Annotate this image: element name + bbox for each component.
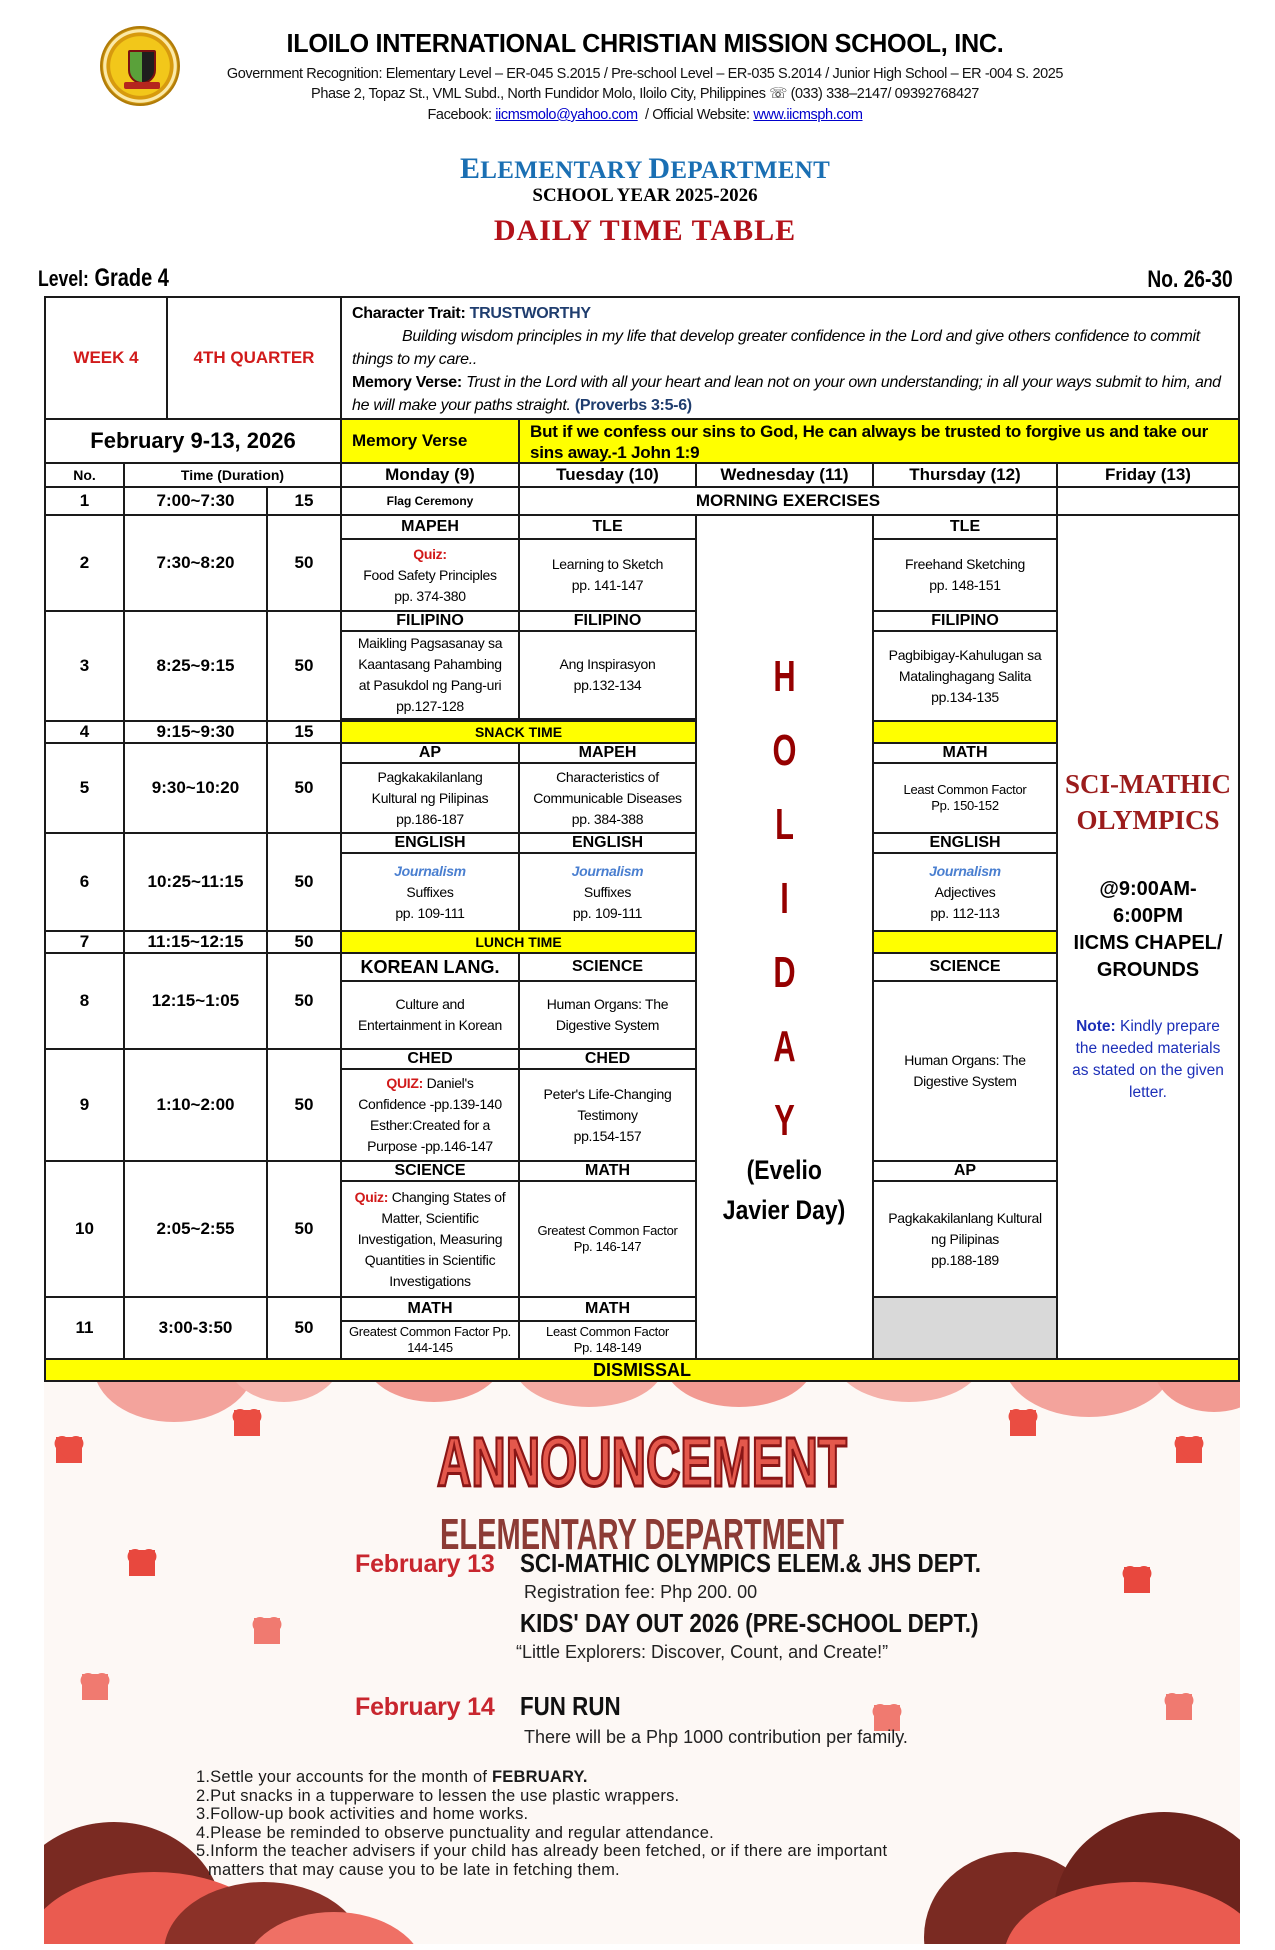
weekly-memory-verse (352, 371, 1228, 417)
content-line: Pagkakakilanlang (377, 768, 483, 785)
level-label: Level: (38, 266, 89, 291)
event-venue-line-2: GROUNDS (1096, 959, 1200, 981)
tuesday-r5-subject: MAPEH (518, 742, 697, 764)
heart-icon (56, 1437, 82, 1463)
content-line: pp.134-135 (931, 688, 999, 705)
content-line: 144-145 (407, 1340, 453, 1355)
heart-icon (1176, 1437, 1202, 1463)
tuesday-r5-content (518, 762, 697, 834)
content-line: Suffixes (406, 883, 454, 900)
tuesday-r2-subject: TLE (518, 514, 697, 540)
event-name-line-2: OLYMPICS (1076, 805, 1220, 835)
thursday-snack-bar (872, 720, 1058, 744)
mv-label: Memory Verse: (352, 374, 462, 391)
quarter-label: 4TH QUARTER (193, 348, 315, 367)
announcement-detail: Registration fee: Php 200. 00 (524, 1582, 758, 1602)
row-duration: 50 (266, 952, 342, 1050)
row-number: 3 (44, 610, 125, 722)
website-label: / Official Website: (644, 107, 750, 123)
tuesday-r8-content (518, 980, 697, 1050)
decor-cloud (514, 1382, 664, 1407)
content-line: Testimony (577, 1106, 638, 1123)
header-wednesday: Wednesday (11) (695, 462, 874, 488)
monday-r9-content (340, 1068, 520, 1162)
content-line: pp. 141-147 (571, 577, 644, 593)
row-duration: 50 (266, 1048, 342, 1162)
facebook-link[interactable]: iicmsmolo@yahoo.com (495, 107, 638, 123)
memory-verse-cell (518, 418, 1240, 464)
content-line: Matter, Scientific (381, 1209, 479, 1226)
row-time: 7:00~7:30 (123, 486, 268, 516)
monday-r10-content (340, 1180, 520, 1298)
content-line: pp. 148-151 (929, 577, 1001, 593)
quiz-label: QUIZ: (386, 1075, 424, 1091)
mv-reference: (Proverbs 3:5-6) (574, 397, 692, 414)
header-tuesday: Tuesday (10) (518, 462, 697, 488)
tuesday-r6-content (518, 852, 697, 932)
telephone-icon: ☏ (769, 86, 787, 102)
monday-r5-content (340, 762, 520, 834)
content-line: Human Organs: The (904, 1052, 1026, 1068)
content-line: Greatest Common Factor (537, 1223, 678, 1238)
row-duration: 50 (266, 930, 342, 954)
dept-initial-d: D (648, 152, 671, 185)
event-time-line-1: @9:00AM- (1099, 878, 1197, 900)
trait-description: Building wisdom principles in my life that develop greater confidence in the Lord and give others confidence to commit things to my care.. (352, 328, 1200, 368)
content-line: Least Common Factor (546, 1324, 669, 1339)
row-duration: 50 (266, 514, 342, 612)
snack-time: SNACK TIME (340, 720, 697, 744)
holiday-letters (697, 640, 872, 1158)
monday-r11-content (340, 1320, 520, 1360)
content-line: Pp. 148-149 (573, 1340, 642, 1355)
thursday-r6-content (872, 852, 1058, 932)
morning-exercises: MORNING EXERCISES (518, 486, 1058, 516)
holiday-letter: L (775, 800, 794, 849)
monday-r8-content (340, 980, 520, 1050)
header-no: No. (44, 462, 125, 488)
school-year: SCHOOL YEAR 2025-2026 (532, 185, 758, 206)
thursday-r8-subject: SCIENCE (872, 952, 1058, 982)
heart-icon (1166, 1694, 1192, 1720)
monday-r3-subject: FILIPINO (340, 610, 520, 632)
tuesday-r11-subject: MATH (518, 1296, 697, 1322)
note-text: Kindly prepare the needed materials as stated on the given letter. (1072, 1018, 1224, 1101)
content-line: pp. 112-113 (930, 904, 1000, 921)
content-line: pp. 109-111 (572, 904, 643, 921)
row-number: 9 (44, 1048, 125, 1162)
announcement-date: February 13 (355, 1550, 495, 1578)
heart-icon (82, 1674, 108, 1700)
content-line: Culture and (395, 996, 465, 1012)
row-time: 9:30~10:20 (123, 742, 268, 834)
reminder-bold: FEBRUARY. (492, 1768, 588, 1786)
header-time: Time (Duration) (123, 462, 342, 488)
week-label: WEEK 4 (73, 348, 139, 367)
content-line: Quantities in Scientific (364, 1251, 496, 1268)
friday-note (1066, 1016, 1230, 1104)
tuesday-r11-content (518, 1320, 697, 1360)
character-trait-cell (340, 296, 1240, 420)
row-duration: 50 (266, 832, 342, 932)
grade-level (38, 264, 169, 293)
row-time: 2:05~2:55 (123, 1160, 268, 1298)
row-number: 8 (44, 952, 125, 1050)
department-title (0, 152, 1275, 186)
journalism-label: Journalism (929, 862, 1001, 879)
thursday-r2-content (872, 538, 1058, 612)
dismissal-bar: DISMISSAL (44, 1358, 1240, 1382)
tuesday-r9-content (518, 1068, 697, 1162)
content-line: Least Common Factor (903, 782, 1027, 797)
content-line: Confidence -pp.139-140 (358, 1096, 502, 1112)
thursday-r8-content (872, 980, 1058, 1162)
row-number: 10 (44, 1160, 125, 1298)
announcement-detail: “Little Explorers: Discover, Count, and Create!” (516, 1642, 889, 1662)
tuesday-r6-subject: ENGLISH (518, 832, 697, 854)
quiz-label: Quiz: (413, 545, 447, 562)
reminder-item: 5.Inform the teacher advisers if your child has already been fetched, or if there are important (196, 1842, 888, 1860)
event-venue-line-1: IICMS CHAPEL/ (1073, 932, 1223, 954)
content-line: Matalinghagang Salita (898, 667, 1032, 684)
content-line: Pp. 150-152 (931, 798, 999, 813)
content-line: Pagbibigay-Kahulugan sa (888, 646, 1042, 663)
content-line: Investigations (389, 1272, 471, 1289)
contact-line (0, 107, 1275, 123)
holiday-letter: D (773, 948, 796, 997)
row-number: 11 (44, 1296, 125, 1360)
reminder-item: 3.Follow-up book activities and home works. (196, 1805, 529, 1823)
announcement-title: ANNOUNCEMENT (437, 1423, 847, 1501)
mv-text: Trust in the Lord with all your heart and lean not on your own understanding; in all your ways submit to him, and he will make your paths straight. (352, 374, 1221, 414)
date-range: February 9-13, 2026 (90, 428, 296, 453)
content-line: pp.188-189 (931, 1251, 999, 1268)
wednesday-holiday-cell (695, 514, 874, 1360)
content-line: Purpose -pp.146-147 (367, 1138, 493, 1154)
content-line: Greatest Common Factor Pp. (349, 1324, 511, 1339)
row-number: 1 (44, 486, 125, 516)
content-line: Ang Inspirasyon (559, 656, 656, 672)
reminder-text: 1.Settle your accounts for the month of (196, 1768, 492, 1786)
content-line: Entertainment in Korean (357, 1017, 503, 1033)
row-duration: 50 (266, 1296, 342, 1360)
content-line: pp.127-128 (396, 698, 464, 714)
document-number: No. 26-30 (1147, 266, 1233, 293)
reminder-item-continued: matters that may cause you to be late in fetching them. (208, 1860, 620, 1879)
thursday-r11-empty (872, 1296, 1058, 1360)
tuesday-r3-content (518, 630, 697, 720)
thursday-r5-content (872, 762, 1058, 834)
row-duration: 15 (266, 486, 342, 516)
content-line: pp. 384-388 (571, 810, 644, 827)
thursday-r10-subject: AP (872, 1160, 1058, 1182)
reminder-item: 2.Put snacks in a tupperware to lessen the use plastic wrappers. (196, 1786, 680, 1805)
header-monday: Monday (9) (340, 462, 520, 488)
content-line: Investigation, Measuring (357, 1230, 503, 1247)
row-time: 7:30~8:20 (123, 514, 268, 612)
row-duration: 15 (266, 720, 342, 744)
announcement-heading: FUN RUN (520, 1691, 621, 1721)
holiday-letter: I (780, 874, 789, 923)
monday-r9-subject: CHED (340, 1048, 520, 1070)
dept-rest-2: EPARTMENT (670, 157, 831, 184)
monday-r6-content (340, 852, 520, 932)
content-line: Learning to Sketch (551, 556, 664, 572)
quarter-cell (166, 296, 342, 420)
content-line: pp. 109-111 (395, 904, 465, 921)
tuesday-r3-subject: FILIPINO (518, 610, 697, 632)
thursday-r6-subject: ENGLISH (872, 832, 1058, 854)
row-number: 7 (44, 930, 125, 954)
reminder-item: 4.Please be reminded to observe punctuality and regular attendance. (196, 1823, 714, 1842)
daily-time-table-title: DAILY TIME TABLE (493, 214, 797, 247)
row-number: 2 (44, 514, 125, 612)
dept-initial-e: E (459, 152, 481, 185)
content-line: Characteristics of (556, 768, 659, 785)
holiday-name-line-2: Javier Day) (723, 1195, 846, 1225)
tuesday-r9-subject: CHED (518, 1048, 697, 1070)
holiday-letter: A (773, 1022, 796, 1071)
holiday-name-line-1: (Evelio (746, 1155, 823, 1185)
content-line: Maikling Pagsasanay sa (357, 635, 503, 651)
memory-verse-label-cell (340, 418, 520, 464)
thursday-r3-content (872, 630, 1058, 722)
announcement-heading: SCI-MATHIC OLYMPICS ELEM.& JHS DEPT. (520, 1548, 981, 1578)
announcement-date: February 14 (355, 1693, 495, 1721)
content-line: Communicable Diseases (533, 789, 682, 806)
content-line: Digestive System (913, 1073, 1017, 1089)
decor-cloud (94, 1382, 254, 1422)
announcement-banner (44, 1382, 1240, 1944)
row-time: 8:25~9:15 (123, 610, 268, 722)
tuesday-r8-subject: SCIENCE (518, 952, 697, 982)
friday-event-cell (1056, 514, 1240, 1360)
thursday-r10-content (872, 1180, 1058, 1298)
row-duration: 50 (266, 742, 342, 834)
journalism-label: Journalism (394, 862, 466, 879)
school-address-line (0, 86, 1275, 102)
content-line: Human Organs: The (546, 996, 669, 1012)
content-line: Pp. 146-147 (573, 1239, 642, 1254)
thursday-r2-subject: TLE (872, 514, 1058, 540)
lunch-time: LUNCH TIME (340, 930, 697, 954)
announcement-subtitle: ELEMENTARY DEPARTMENT (440, 1510, 844, 1559)
heart-icon (254, 1618, 280, 1644)
content-line: Adjectives (934, 883, 996, 900)
monday-r10-subject: SCIENCE (340, 1160, 520, 1182)
quiz-label: Quiz: (354, 1188, 389, 1205)
decor-cloud (1154, 1382, 1240, 1412)
content-line: Daniel's (423, 1075, 474, 1091)
content-line: Suffixes (583, 883, 632, 900)
row-time: 10:25~11:15 (123, 832, 268, 932)
row-duration: 50 (266, 1160, 342, 1298)
monday-r5-subject: AP (340, 742, 520, 764)
reminder-item (196, 1768, 887, 1787)
decor-cloud (834, 1382, 984, 1402)
facebook-label: Facebook: (427, 107, 492, 123)
monday-r11-subject: MATH (340, 1296, 520, 1322)
dept-rest-1: LEMENTARY (480, 157, 649, 184)
content-line: Digestive System (555, 1017, 660, 1033)
content-line: Peter's Life-Changing (543, 1085, 672, 1102)
announcement-detail: There will be a Php 1000 contribution per family. (524, 1727, 908, 1747)
monday-r3-content (340, 630, 520, 720)
school-name: ILOILO INTERNATIONAL CHRISTIAN MISSION SCHOOL, INC. (286, 28, 1004, 58)
memory-verse-label: Memory Verse (352, 431, 468, 450)
row-time: 9:15~9:30 (123, 720, 268, 744)
announcement-heading: KIDS' DAY OUT 2026 (PRE-SCHOOL DEPT.) (520, 1608, 979, 1638)
row-time: 11:15~12:15 (123, 930, 268, 954)
content-line: Pagkakakilanlang Kultural (888, 1209, 1042, 1226)
header-thursday: Thursday (12) (872, 462, 1058, 488)
winged-heart-icon (1124, 1567, 1150, 1593)
monday-r8-subject: KOREAN LANG. (340, 952, 520, 982)
holiday-letter: O (772, 726, 797, 775)
row-time: 3:00-3:50 (123, 1296, 268, 1360)
content-line: pp.132-134 (573, 677, 642, 693)
row-number: 5 (44, 742, 125, 834)
holiday-letter: Y (774, 1096, 795, 1145)
thursday-r3-subject: FILIPINO (872, 610, 1058, 632)
school-phone: (033) 338–2147/ 09392768427 (790, 86, 979, 102)
trait-label: Character Trait: (352, 305, 466, 322)
content-line: Changing States of (388, 1188, 506, 1205)
government-recognition: Government Recognition: Elementary Level – ER-045 S.2015 / Pre-school Level – ER-035 S.2014 / Junior High School – ER -004 S. 2025 (226, 66, 1064, 82)
event-name-line-1: SCI-MATHIC (1064, 769, 1231, 799)
school-address: Phase 2, Topaz St., VML Subd., North Fundidor Molo, Iloilo City, Philippines (311, 86, 766, 102)
flag-ceremony: Flag Ceremony (340, 486, 520, 516)
tuesday-r10-content (518, 1180, 697, 1298)
content-line: Esther:Created for a (369, 1117, 491, 1133)
week-cell (44, 296, 168, 420)
decor-cloud (364, 1382, 504, 1402)
holiday-name (697, 1150, 872, 1230)
friday-time-venue (1058, 876, 1238, 984)
content-line: ng Pilipinas (931, 1230, 999, 1247)
row-number: 6 (44, 832, 125, 932)
tuesday-r2-content (518, 538, 697, 612)
trait-value: TRUSTWORTHY (469, 305, 591, 322)
header-friday: Friday (13) (1056, 462, 1240, 488)
date-range-cell (44, 418, 342, 464)
memory-verse-text: But if we confess our sins to God, He can always be trusted to forgive us and take our sins away.-1 John 1:9 (530, 422, 1209, 462)
friday-event (1058, 766, 1238, 838)
level-value: Grade 4 (94, 264, 169, 292)
row-duration: 50 (266, 610, 342, 722)
row-number: 4 (44, 720, 125, 744)
content-line: Kultural ng Pilipinas (371, 789, 489, 806)
content-line: Freehand Sketching (905, 556, 1025, 572)
website-link[interactable]: www.iicmsph.com (753, 107, 863, 123)
tuesday-r10-subject: MATH (518, 1160, 697, 1182)
decor-cloud (664, 1382, 814, 1407)
thursday-lunch-bar (872, 930, 1058, 954)
monday-r6-subject: ENGLISH (340, 832, 520, 854)
journalism-label: Journalism (571, 862, 644, 879)
row-time: 1:10~2:00 (123, 1048, 268, 1162)
content-line: pp.154-157 (573, 1127, 642, 1144)
friday-row1-empty (1056, 486, 1240, 516)
winged-heart-icon (129, 1550, 155, 1576)
content-line: pp. 374-380 (394, 587, 466, 604)
reminders-list (196, 1768, 887, 1879)
event-time-line-2: 6:00PM (1112, 905, 1184, 927)
holiday-letter: H (773, 652, 796, 701)
monday-r2-subject: MAPEH (340, 514, 520, 540)
row-time: 12:15~1:05 (123, 952, 268, 1050)
content-line: Kaantasang Pahambing (358, 656, 502, 672)
character-trait-line (352, 302, 1228, 325)
monday-r2-content (340, 538, 520, 612)
thursday-r5-subject: MATH (872, 742, 1058, 764)
content-line: at Pasukdol ng Pang-uri (358, 677, 502, 693)
note-label: Note: (1076, 1018, 1116, 1035)
content-line: Food Safety Principles (363, 566, 497, 583)
content-line: pp.186-187 (396, 810, 464, 827)
